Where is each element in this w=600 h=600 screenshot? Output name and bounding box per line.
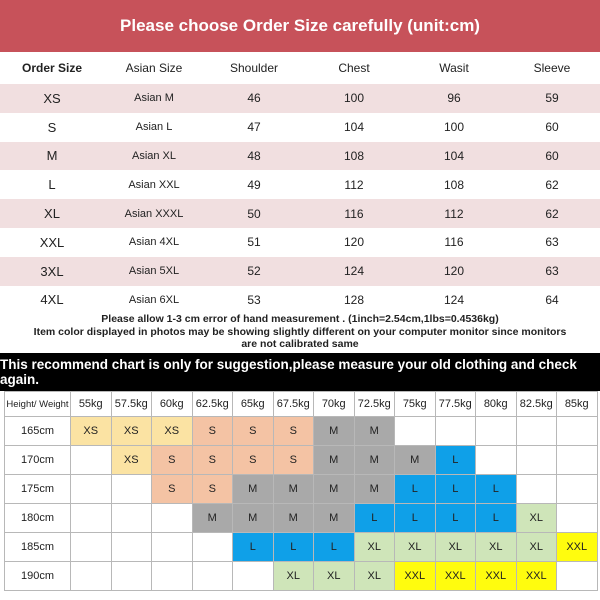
size-cell: 52 <box>204 257 304 286</box>
size-recommend-cell <box>152 533 193 562</box>
size-recommend-cell <box>192 533 233 562</box>
size-recommend-cell <box>152 562 193 591</box>
weight-header: 80kg <box>476 392 517 417</box>
size-cell: Asian XXL <box>104 170 204 199</box>
size-recommend-cell <box>111 504 152 533</box>
size-recommend-cell: XL <box>516 504 557 533</box>
size-cell: 120 <box>304 228 404 257</box>
size-recommend-cell: M <box>273 504 314 533</box>
size-cell: 112 <box>304 170 404 199</box>
height-row <box>5 562 598 591</box>
size-recommend-cell: L <box>435 504 476 533</box>
size-recommend-cell <box>111 533 152 562</box>
size-recommend-cell: S <box>192 446 233 475</box>
size-recommend-cell: L <box>233 533 274 562</box>
weight-header: 62.5kg <box>192 392 233 417</box>
size-row <box>0 257 600 286</box>
size-cell: 104 <box>404 142 504 171</box>
size-recommend-cell: M <box>354 475 395 504</box>
size-recommend-cell: M <box>354 417 395 446</box>
size-recommend-cell: L <box>435 475 476 504</box>
size-recommend-cell: S <box>273 417 314 446</box>
size-cell: 63 <box>504 257 600 286</box>
size-cell: Asian 6XL <box>104 286 204 315</box>
size-cell: Asian XL <box>104 142 204 171</box>
size-cell: 60 <box>504 142 600 171</box>
size-table-header-row <box>0 52 600 84</box>
size-recommend-cell: L <box>435 446 476 475</box>
size-recommend-cell: XL <box>354 533 395 562</box>
size-recommend-cell: S <box>152 446 193 475</box>
size-recommend-cell: XXL <box>557 533 598 562</box>
size-cell: 53 <box>204 286 304 315</box>
height-row <box>5 475 598 504</box>
size-recommend-cell: L <box>395 475 436 504</box>
size-recommend-cell: XS <box>152 417 193 446</box>
size-cell: 120 <box>404 257 504 286</box>
size-cell: 100 <box>304 84 404 113</box>
size-recommend-cell: L <box>476 475 517 504</box>
size-cell: 112 <box>404 199 504 228</box>
size-cell: Asian M <box>104 84 204 113</box>
size-recommend-cell <box>516 446 557 475</box>
size-recommend-cell <box>557 475 598 504</box>
size-cell: 128 <box>304 286 404 315</box>
size-cell: XS <box>0 84 104 113</box>
size-cell: 62 <box>504 170 600 199</box>
size-recommend-cell <box>395 417 436 446</box>
size-cell: Asian XXXL <box>104 199 204 228</box>
size-recommend-cell <box>233 562 274 591</box>
size-cell: 60 <box>504 113 600 142</box>
size-recommend-cell: L <box>395 504 436 533</box>
size-row <box>0 199 600 228</box>
size-recommend-cell <box>435 417 476 446</box>
size-cell: 46 <box>204 84 304 113</box>
size-cell: 100 <box>404 113 504 142</box>
size-recommend-cell: S <box>192 475 233 504</box>
size-recommend-cell <box>71 446 112 475</box>
size-recommend-cell: L <box>314 533 355 562</box>
size-recommend-cell: M <box>354 446 395 475</box>
height-label: 175cm <box>5 475 71 504</box>
size-cell: 108 <box>304 142 404 171</box>
size-recommend-cell <box>111 475 152 504</box>
height-label: 170cm <box>5 446 71 475</box>
size-recommend-cell <box>476 417 517 446</box>
size-recommend-cell <box>557 562 598 591</box>
size-recommend-cell: M <box>314 417 355 446</box>
size-cell: 4XL <box>0 286 104 315</box>
size-recommend-cell: XXL <box>476 562 517 591</box>
size-recommend-cell: XS <box>71 417 112 446</box>
size-recommend-cell: XS <box>111 446 152 475</box>
size-recommend-cell: XXL <box>395 562 436 591</box>
column-header: Chest <box>304 52 404 84</box>
height-row <box>5 417 598 446</box>
size-cell: 63 <box>504 228 600 257</box>
size-recommend-cell <box>476 446 517 475</box>
size-recommend-cell: M <box>192 504 233 533</box>
weight-header: 85kg <box>557 392 598 417</box>
size-cell: 3XL <box>0 257 104 286</box>
weight-header: 75kg <box>395 392 436 417</box>
size-cell: 51 <box>204 228 304 257</box>
size-cell: Asian 4XL <box>104 228 204 257</box>
size-recommend-cell <box>516 475 557 504</box>
size-recommend-cell: S <box>152 475 193 504</box>
size-recommend-cell: M <box>273 475 314 504</box>
size-recommend-cell: M <box>314 475 355 504</box>
column-header: Order Size <box>0 52 104 84</box>
height-label: 185cm <box>5 533 71 562</box>
size-cell: S <box>0 113 104 142</box>
note-line: Item color displayed in photos may be showing slightly different on your computer monitor since monitors <box>33 325 567 338</box>
size-recommend-cell <box>557 446 598 475</box>
size-recommend-cell: M <box>314 446 355 475</box>
weight-header: 57.5kg <box>111 392 152 417</box>
size-cell: 104 <box>304 113 404 142</box>
size-recommend-cell: XL <box>476 533 517 562</box>
size-row <box>0 286 600 315</box>
size-row <box>0 228 600 257</box>
size-chart-title: Please choose Order Size carefully (unit:cm) <box>120 16 480 35</box>
size-recommend-cell: L <box>354 504 395 533</box>
size-recommend-cell: XL <box>516 533 557 562</box>
size-recommend-cell: S <box>273 446 314 475</box>
size-recommend-cell <box>71 562 112 591</box>
size-recommend-cell: S <box>233 417 274 446</box>
size-cell: M <box>0 142 104 171</box>
column-header: Shoulder <box>204 52 304 84</box>
size-recommend-cell <box>71 504 112 533</box>
size-recommend-cell: M <box>314 504 355 533</box>
size-cell: L <box>0 170 104 199</box>
weight-header: 65kg <box>233 392 274 417</box>
size-recommend-cell: M <box>233 504 274 533</box>
height-weight-label: Height/ Weight <box>5 392 71 417</box>
weight-header: 70kg <box>314 392 355 417</box>
height-row <box>5 504 598 533</box>
size-row <box>0 84 600 113</box>
note-line: Please allow 1-3 cm error of hand measurement . (1inch=2.54cm,1lbs=0.4536kg) <box>101 313 499 325</box>
size-recommend-cell: XXL <box>435 562 476 591</box>
size-row <box>0 142 600 171</box>
measurement-note <box>0 313 600 353</box>
weight-header: 82.5kg <box>516 392 557 417</box>
size-cell: 124 <box>304 257 404 286</box>
size-recommend-cell: L <box>476 504 517 533</box>
size-row <box>0 113 600 142</box>
size-cell: 50 <box>204 199 304 228</box>
size-recommend-cell <box>516 417 557 446</box>
height-label: 190cm <box>5 562 71 591</box>
size-cell: Asian 5XL <box>104 257 204 286</box>
size-cell: XXL <box>0 228 104 257</box>
size-cell: XL <box>0 199 104 228</box>
size-cell: 62 <box>504 199 600 228</box>
size-recommend-cell: L <box>273 533 314 562</box>
size-recommend-cell <box>557 417 598 446</box>
size-recommend-cell <box>557 504 598 533</box>
weight-header: 55kg <box>71 392 112 417</box>
size-cell: 96 <box>404 84 504 113</box>
note-line: are not calibrated same <box>241 338 359 350</box>
size-cell: 48 <box>204 142 304 171</box>
recommend-banner <box>0 353 600 391</box>
size-cell: Asian L <box>104 113 204 142</box>
size-recommend-cell <box>192 562 233 591</box>
size-recommend-cell <box>71 533 112 562</box>
size-recommend-cell: M <box>233 475 274 504</box>
size-table <box>0 52 600 314</box>
height-row <box>5 446 598 475</box>
weight-header: 67.5kg <box>273 392 314 417</box>
size-cell: 49 <box>204 170 304 199</box>
size-recommend-cell <box>152 504 193 533</box>
height-label: 180cm <box>5 504 71 533</box>
size-cell: 59 <box>504 84 600 113</box>
size-cell: 64 <box>504 286 600 315</box>
height-row <box>5 533 598 562</box>
column-header: Wasit <box>404 52 504 84</box>
weight-header: 60kg <box>152 392 193 417</box>
recommend-table <box>4 391 598 591</box>
size-recommend-cell: XL <box>395 533 436 562</box>
column-header: Asian Size <box>104 52 204 84</box>
size-recommend-cell: S <box>233 446 274 475</box>
height-label: 165cm <box>5 417 71 446</box>
size-cell: 116 <box>304 199 404 228</box>
size-recommend-cell: XL <box>435 533 476 562</box>
recommend-banner-text: This recommend chart is only for suggestion,please measure your old clothing and check again. <box>0 357 577 387</box>
size-recommend-cell: S <box>192 417 233 446</box>
size-recommend-cell: XL <box>273 562 314 591</box>
weight-header: 72.5kg <box>354 392 395 417</box>
size-cell: 124 <box>404 286 504 315</box>
size-recommend-cell: M <box>395 446 436 475</box>
size-row <box>0 170 600 199</box>
weight-header-row <box>5 392 598 417</box>
size-cell: 116 <box>404 228 504 257</box>
size-recommend-cell: XXL <box>516 562 557 591</box>
size-chart-header <box>0 0 600 52</box>
weight-header: 77.5kg <box>435 392 476 417</box>
size-recommend-cell: XL <box>314 562 355 591</box>
size-recommend-cell: XS <box>111 417 152 446</box>
size-recommend-cell <box>111 562 152 591</box>
column-header: Sleeve <box>504 52 600 84</box>
size-cell: 47 <box>204 113 304 142</box>
size-cell: 108 <box>404 170 504 199</box>
size-recommend-cell <box>71 475 112 504</box>
size-recommend-cell: XL <box>354 562 395 591</box>
